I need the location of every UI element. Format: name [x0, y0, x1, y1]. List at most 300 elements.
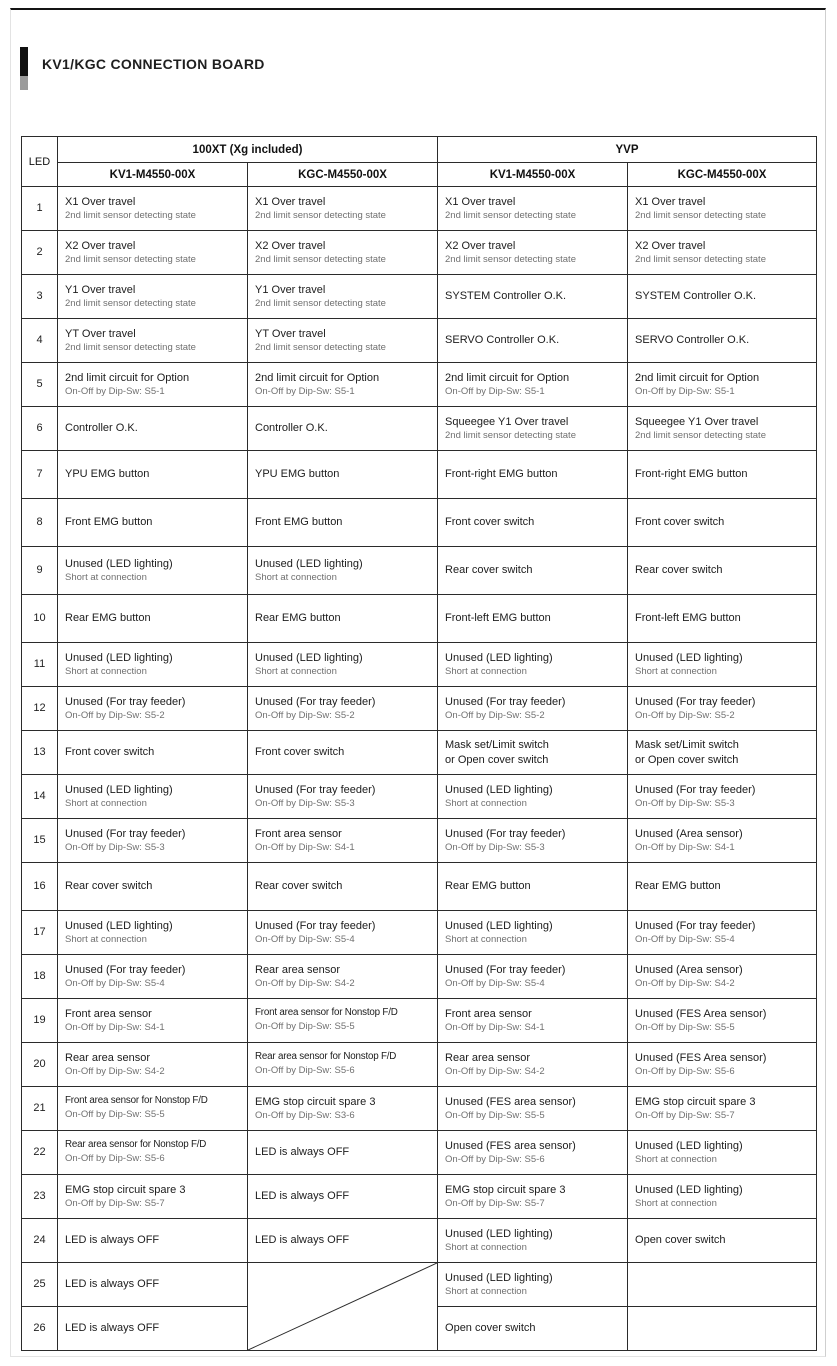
led-number-cell: 8: [22, 499, 58, 547]
signal-main-label: Rear area sensor: [65, 1051, 150, 1064]
signal-main-label: Unused (LED lighting): [445, 1271, 553, 1284]
signal-cell: [628, 1043, 817, 1087]
signal-main-label: X2 Over travel: [635, 239, 706, 252]
signal-main-label: LED is always OFF: [255, 1190, 350, 1203]
signal-sub-label: Short at connection: [65, 797, 147, 809]
signal-cell: [438, 1175, 628, 1219]
signal-sub-label: On-Off by Dip-Sw: S5-2: [255, 709, 355, 721]
signal-cell: [58, 1307, 248, 1351]
table-row: [22, 547, 817, 595]
signal-cell: [58, 999, 248, 1043]
led-number-cell: 24: [22, 1219, 58, 1263]
signal-sub-label: On-Off by Dip-Sw: S5-2: [65, 709, 165, 721]
signal-main-label: Front cover switch: [635, 516, 725, 529]
signal-main-label: Rear EMG button: [255, 612, 341, 625]
signal-sub-label: On-Off by Dip-Sw: S4-2: [635, 977, 735, 989]
led-number-cell: 7: [22, 451, 58, 499]
signal-main-label: Unused (For tray feeder): [635, 695, 756, 708]
signal-main-label: Y1 Over travel: [65, 283, 136, 296]
title-accent-bar-gray: [20, 76, 28, 90]
signal-cell: [438, 955, 628, 999]
signal-cell: [628, 643, 817, 687]
signal-cell: [438, 731, 628, 775]
table-row: [22, 187, 817, 231]
signal-main-label: Unused (For tray feeder): [255, 783, 376, 796]
signal-main-label: Rear EMG button: [445, 880, 531, 893]
signal-main-label: Rear EMG button: [65, 612, 151, 625]
signal-cell: [438, 999, 628, 1043]
signal-main-label: SERVO Controller O.K.: [445, 334, 560, 347]
led-number-cell: 3: [22, 275, 58, 319]
signal-sub-label: Short at connection: [445, 665, 527, 677]
signal-cell: [58, 319, 248, 363]
led-number-cell: 16: [22, 863, 58, 911]
signal-cell: [438, 499, 628, 547]
signal-main-label: Front EMG button: [255, 516, 343, 529]
signal-cell: [248, 1131, 438, 1175]
signal-main-label: Unused (LED lighting): [445, 1227, 553, 1240]
signal-main-label: Unused (LED lighting): [635, 1183, 743, 1196]
signal-main-label: Unused (FES Area sensor): [635, 1007, 767, 1020]
signal-cell: [248, 451, 438, 499]
signal-cell: [58, 1087, 248, 1131]
signal-sub-label: On-Off by Dip-Sw: S5-5: [635, 1021, 735, 1033]
signal-main-label: 2nd limit circuit for Option: [65, 371, 190, 384]
signal-main-label: Unused (For tray feeder): [445, 963, 566, 976]
signal-cell: [248, 595, 438, 643]
signal-cell: [248, 363, 438, 407]
signal-cell: [248, 731, 438, 775]
signal-main-label: Front cover switch: [255, 746, 345, 759]
signal-main-label: YT Over travel: [65, 327, 136, 340]
signal-sub-label: Short at connection: [65, 665, 147, 677]
signal-sub-label: Short at connection: [255, 665, 337, 677]
led-number-cell: 23: [22, 1175, 58, 1219]
signal-cell: [58, 547, 248, 595]
led-number-cell: 19: [22, 999, 58, 1043]
signal-cell: [628, 1307, 817, 1351]
signal-main-label: X1 Over travel: [255, 195, 326, 208]
table-row: [22, 407, 817, 451]
signal-cell: [58, 187, 248, 231]
signal-cell: [58, 1131, 248, 1175]
signal-main-label: Squeegee Y1 Over travel: [635, 415, 759, 428]
title-accent-bar-black: [20, 47, 28, 76]
signal-main-label: X2 Over travel: [445, 239, 516, 252]
signal-sub-label: On-Off by Dip-Sw: S5-6: [255, 1065, 355, 1077]
signal-main-label: Front-left EMG button: [445, 612, 551, 625]
signal-cell: [248, 499, 438, 547]
signal-main-label: EMG stop circuit spare 3: [445, 1183, 566, 1196]
signal-sub-label: Short at connection: [255, 571, 337, 583]
signal-cell: [628, 499, 817, 547]
signal-main-label: LED is always OFF: [65, 1234, 160, 1247]
signal-cell: [438, 911, 628, 955]
table-row: [22, 451, 817, 499]
table-row: [22, 1131, 817, 1175]
signal-sub-label: Short at connection: [445, 1285, 527, 1297]
signal-sub-label: On-Off by Dip-Sw: S5-4: [255, 933, 355, 945]
signal-cell: [438, 1307, 628, 1351]
signal-sub-label: On-Off by Dip-Sw: S5-7: [445, 1197, 545, 1209]
signal-sub-label: On-Off by Dip-Sw: S5-3: [255, 797, 355, 809]
signal-cell: [628, 1219, 817, 1263]
signal-cell: [628, 319, 817, 363]
signal-cell: [58, 1043, 248, 1087]
signal-cell: [438, 1131, 628, 1175]
signal-sub-label: 2nd limit sensor detecting state: [255, 253, 386, 265]
table-row: [22, 863, 817, 911]
signal-sub-label: 2nd limit sensor detecting state: [65, 253, 196, 265]
signal-main-label: Unused (FES Area sensor): [635, 1051, 767, 1064]
signal-cell: [58, 275, 248, 319]
signal-main-label: Rear EMG button: [635, 880, 721, 893]
signal-cell: [438, 1219, 628, 1263]
signal-cell: [628, 1087, 817, 1131]
signal-main-label: Front area sensor: [255, 827, 342, 840]
table-row: [22, 955, 817, 999]
signal-sub-label: On-Off by Dip-Sw: S5-3: [445, 841, 545, 853]
signal-cell: [628, 187, 817, 231]
signal-cell: [248, 911, 438, 955]
signal-sub-label: On-Off by Dip-Sw: S4-1: [635, 841, 735, 853]
signal-main-label: Unused (Area sensor): [635, 963, 743, 976]
signal-main-label: EMG stop circuit spare 3: [65, 1183, 186, 1196]
table-row: [22, 1043, 817, 1087]
led-number-cell: 9: [22, 547, 58, 595]
led-column-header: LED: [22, 137, 58, 187]
signal-cell: [248, 1219, 438, 1263]
signal-cell: [438, 363, 628, 407]
signal-main-label: Rear area sensor: [445, 1051, 531, 1064]
signal-main-label: Rear cover switch: [65, 880, 153, 893]
signal-sub-label: 2nd limit sensor detecting state: [445, 209, 576, 221]
signal-main-label: YPU EMG button: [255, 468, 340, 481]
signal-cell: [248, 547, 438, 595]
signal-main-label: Unused (LED lighting): [65, 557, 173, 570]
model-header-yvp-kgc: KGC-M4550-00X: [628, 163, 817, 187]
signal-main-label: Unused (For tray feeder): [445, 827, 566, 840]
signal-sub-label: 2nd limit sensor detecting state: [635, 209, 766, 221]
signal-main-label: SYSTEM Controller O.K.: [635, 290, 757, 303]
table-row: [22, 1263, 817, 1307]
table-row: [22, 687, 817, 731]
signal-cell: [628, 731, 817, 775]
signal-cell: [628, 1131, 817, 1175]
signal-cell: [58, 911, 248, 955]
section-title-block: [20, 47, 265, 90]
signal-sub-label: Short at connection: [635, 1197, 717, 1209]
signal-main-label: Rear cover switch: [445, 564, 533, 577]
signal-main-label: 2nd limit circuit for Option: [445, 371, 570, 384]
table-header-models: [22, 163, 817, 187]
signal-sub-label: 2nd limit sensor detecting state: [65, 209, 196, 221]
signal-main-label: Unused (For tray feeder): [65, 963, 186, 976]
signal-cell: [438, 687, 628, 731]
signal-cell: [58, 863, 248, 911]
signal-main-label: Unused (LED lighting): [445, 919, 553, 932]
signal-cell: [438, 595, 628, 643]
signal-cell: [438, 819, 628, 863]
signal-sub-label: On-Off by Dip-Sw: S5-6: [65, 1153, 165, 1165]
signal-sub-label: On-Off by Dip-Sw: S5-7: [635, 1109, 735, 1121]
page-title: KV1/KGC CONNECTION BOARD: [42, 56, 265, 72]
led-number-cell: 22: [22, 1131, 58, 1175]
signal-cell: [628, 955, 817, 999]
led-number-cell: 5: [22, 363, 58, 407]
signal-main-label: Rear area sensor: [255, 963, 340, 976]
signal-sub-label: 2nd limit sensor detecting state: [255, 341, 386, 353]
signal-main-label: Rear cover switch: [635, 564, 723, 577]
signal-main-label: X2 Over travel: [65, 239, 136, 252]
led-number-cell: 11: [22, 643, 58, 687]
signal-main-label: Unused (LED lighting): [65, 783, 173, 796]
signal-sub-label: On-Off by Dip-Sw: S4-2: [255, 977, 355, 989]
signal-cell: [628, 275, 817, 319]
signal-cell: [58, 731, 248, 775]
signal-sub-label: On-Off by Dip-Sw: S4-1: [445, 1021, 545, 1033]
signal-cell: [248, 643, 438, 687]
signal-sub-label: On-Off by Dip-Sw: S5-2: [635, 709, 735, 721]
signal-sub-label: On-Off by Dip-Sw: S5-3: [65, 841, 165, 853]
signal-main-label: LED is always OFF: [255, 1234, 350, 1247]
signal-cell: [58, 819, 248, 863]
signal-cell: [58, 1263, 248, 1307]
signal-cell: [248, 275, 438, 319]
signal-cell: [628, 863, 817, 911]
signal-sub-label: Short at connection: [445, 797, 527, 809]
signal-sub-label: On-Off by Dip-Sw: S5-3: [635, 797, 735, 809]
signal-main-label: YPU EMG button: [65, 468, 150, 481]
model-header-yvp-kv1: KV1-M4550-00X: [438, 163, 628, 187]
signal-cell: [58, 407, 248, 451]
signal-main-label: Unused (LED lighting): [635, 1139, 743, 1152]
led-number-cell: 21: [22, 1087, 58, 1131]
signal-cell: [628, 363, 817, 407]
signal-main-label: LED is always OFF: [255, 1146, 350, 1159]
signal-main-label: Unused (For tray feeder): [65, 827, 186, 840]
signal-cell: [438, 1043, 628, 1087]
signal-main-label: Unused (FES area sensor): [445, 1139, 576, 1152]
signal-sub-label: On-Off by Dip-Sw: S5-6: [445, 1153, 545, 1165]
signal-sub-label: On-Off by Dip-Sw: S5-6: [635, 1065, 735, 1077]
signal-cell: [438, 643, 628, 687]
table-row: [22, 363, 817, 407]
signal-main-label: Front area sensor: [445, 1007, 532, 1020]
signal-cell: [628, 231, 817, 275]
signal-main-label: YT Over travel: [255, 327, 326, 340]
signal-cell: [248, 955, 438, 999]
signal-main-label: SYSTEM Controller O.K.: [445, 290, 567, 303]
signal-sub-label: On-Off by Dip-Sw: S5-1: [255, 385, 355, 397]
signal-cell: [438, 187, 628, 231]
signal-sub-label: 2nd limit sensor detecting state: [445, 429, 576, 441]
signal-sub-label: On-Off by Dip-Sw: S4-1: [65, 1021, 165, 1033]
signal-sub-label: On-Off by Dip-Sw: S5-5: [255, 1021, 355, 1033]
signal-cell: [438, 275, 628, 319]
signal-sub-label: On-Off by Dip-Sw: S5-1: [65, 385, 165, 397]
signal-main-label: Unused (For tray feeder): [635, 783, 756, 796]
table-body: [22, 187, 817, 1351]
signal-cell: [248, 407, 438, 451]
signal-main-label: Unused (FES area sensor): [445, 1095, 576, 1108]
group-header-yvp: YVP: [438, 137, 817, 163]
signal-cell: [58, 499, 248, 547]
table-row: [22, 1219, 817, 1263]
led-number-cell: 20: [22, 1043, 58, 1087]
signal-main-label: Front EMG button: [65, 516, 153, 529]
signal-main-label: Rear area sensor for Nonstop F/D: [255, 1051, 397, 1063]
signal-cell: [58, 687, 248, 731]
signal-cell: [248, 819, 438, 863]
table-row: [22, 775, 817, 819]
signal-cell: [248, 319, 438, 363]
led-number-cell: 2: [22, 231, 58, 275]
signal-cell: [628, 1263, 817, 1307]
signal-sub-label: Short at connection: [65, 571, 147, 583]
signal-cell: [628, 911, 817, 955]
title-accent-bar: [20, 47, 28, 90]
signal-cell: [248, 187, 438, 231]
signal-main-label: Open cover switch: [635, 1234, 726, 1247]
signal-cell: [58, 595, 248, 643]
signal-main-label: Front area sensor for Nonstop F/D: [255, 1007, 398, 1019]
signal-main-label: X2 Over travel: [255, 239, 326, 252]
signal-sub-label: Short at connection: [65, 933, 147, 945]
signal-cell: [628, 407, 817, 451]
signal-sub-label: 2nd limit sensor detecting state: [635, 429, 766, 441]
signal-cell: [248, 1087, 438, 1131]
signal-sub-label: 2nd limit sensor detecting state: [255, 297, 386, 309]
signal-sub-label: Short at connection: [445, 933, 527, 945]
led-number-cell: 4: [22, 319, 58, 363]
signal-sub-label: On-Off by Dip-Sw: S5-4: [635, 933, 735, 945]
signal-sub-label: Short at connection: [445, 1241, 527, 1253]
signal-main-label: Unused (LED lighting): [65, 651, 173, 664]
signal-sub-label: On-Off by Dip-Sw: S4-1: [255, 841, 355, 853]
signal-cell: [248, 231, 438, 275]
signal-main-label: X1 Over travel: [635, 195, 706, 208]
signal-main-label: Mask set/Limit switch: [635, 739, 739, 752]
led-number-cell: 13: [22, 731, 58, 775]
table-row: [22, 595, 817, 643]
signal-cell: [438, 863, 628, 911]
table-row: [22, 643, 817, 687]
signal-main-label: Y1 Over travel: [255, 283, 326, 296]
table-header-groups: [22, 137, 817, 163]
signal-main-label: Front-left EMG button: [635, 612, 741, 625]
led-number-cell: 14: [22, 775, 58, 819]
signal-sub-label: On-Off by Dip-Sw: S5-5: [445, 1109, 545, 1121]
signal-sub-label: On-Off by Dip-Sw: S5-5: [65, 1109, 165, 1121]
signal-cell: [438, 1087, 628, 1131]
signal-main-label: Front-right EMG button: [635, 468, 748, 481]
signal-main-label: LED is always OFF: [65, 1278, 160, 1291]
led-number-cell: 17: [22, 911, 58, 955]
crossed-out-cell: [248, 1263, 438, 1351]
signal-cell: [248, 1175, 438, 1219]
signal-main-label: Front-right EMG button: [445, 468, 558, 481]
signal-main-label: Unused (For tray feeder): [635, 919, 756, 932]
signal-main-label: X1 Over travel: [445, 195, 516, 208]
signal-main-label: Unused (LED lighting): [445, 783, 553, 796]
signal-cell: [628, 687, 817, 731]
table-row: [22, 911, 817, 955]
signal-cell: [58, 955, 248, 999]
signal-sub-label: On-Off by Dip-Sw: S4-2: [65, 1065, 165, 1077]
signal-main-label: Squeegee Y1 Over travel: [445, 415, 569, 428]
led-number-cell: 10: [22, 595, 58, 643]
signal-main-label: Front area sensor for Nonstop F/D: [65, 1095, 208, 1107]
signal-sub-label: On-Off by Dip-Sw: S5-4: [445, 977, 545, 989]
signal-cell: [58, 1175, 248, 1219]
table-row: [22, 231, 817, 275]
signal-sub-label: 2nd limit sensor detecting state: [445, 253, 576, 265]
table-row: [22, 999, 817, 1043]
signal-main-label: Unused (LED lighting): [255, 651, 363, 664]
connection-board-table: [21, 136, 817, 1351]
signal-main-label: Rear cover switch: [255, 880, 343, 893]
signal-sub-label: On-Off by Dip-Sw: S4-2: [445, 1065, 545, 1077]
table-row: [22, 499, 817, 547]
signal-main-label: 2nd limit circuit for Option: [255, 371, 380, 384]
table-row: [22, 1087, 817, 1131]
led-number-cell: 26: [22, 1307, 58, 1351]
signal-sub-label: On-Off by Dip-Sw: S5-1: [445, 385, 545, 397]
signal-cell: [248, 863, 438, 911]
table-row: [22, 275, 817, 319]
signal-main-label: Unused (LED lighting): [635, 651, 743, 664]
signal-cell: [248, 775, 438, 819]
signal-sub-label: Short at connection: [635, 665, 717, 677]
signal-main-label: Front area sensor: [65, 1007, 152, 1020]
signal-cell: [628, 595, 817, 643]
signal-main-label: Front cover switch: [65, 746, 155, 759]
signal-main-label: Unused (Area sensor): [635, 827, 743, 840]
signal-main-label: Unused (For tray feeder): [255, 695, 376, 708]
signal-cell: [628, 775, 817, 819]
signal-sub-label: On-Off by Dip-Sw: S5-2: [445, 709, 545, 721]
signal-main-label: Front cover switch: [445, 516, 535, 529]
signal-cell: [438, 319, 628, 363]
signal-cell: [58, 231, 248, 275]
signal-sub-label: 2nd limit sensor detecting state: [65, 341, 196, 353]
signal-main-label: X1 Over travel: [65, 195, 136, 208]
signal-cell: [628, 999, 817, 1043]
signal-cell: [58, 451, 248, 499]
table-row: [22, 819, 817, 863]
signal-main-label: Open cover switch: [445, 1322, 536, 1335]
signal-cell: [628, 547, 817, 595]
signal-cell: [438, 1263, 628, 1307]
signal-main-label: Unused (LED lighting): [445, 651, 553, 664]
signal-sub-label: On-Off by Dip-Sw: S5-7: [65, 1197, 165, 1209]
led-number-cell: 25: [22, 1263, 58, 1307]
signal-main-label: Mask set/Limit switch: [445, 739, 549, 752]
table-row: [22, 1175, 817, 1219]
signal-sub-label: 2nd limit sensor detecting state: [635, 253, 766, 265]
diagonal-strike-line: [248, 1263, 437, 1350]
signal-sub-label: Short at connection: [635, 1153, 717, 1165]
signal-cell: [58, 775, 248, 819]
signal-main-label: Unused (For tray feeder): [65, 695, 186, 708]
signal-main-label: Unused (For tray feeder): [255, 919, 376, 932]
model-header-100xt-kv1: KV1-M4550-00X: [58, 163, 248, 187]
signal-cell: [438, 775, 628, 819]
signal-sub-label: On-Off by Dip-Sw: S3-6: [255, 1109, 355, 1121]
signal-cell: [248, 1043, 438, 1087]
signal-main-label: or Open cover switch: [635, 753, 739, 766]
